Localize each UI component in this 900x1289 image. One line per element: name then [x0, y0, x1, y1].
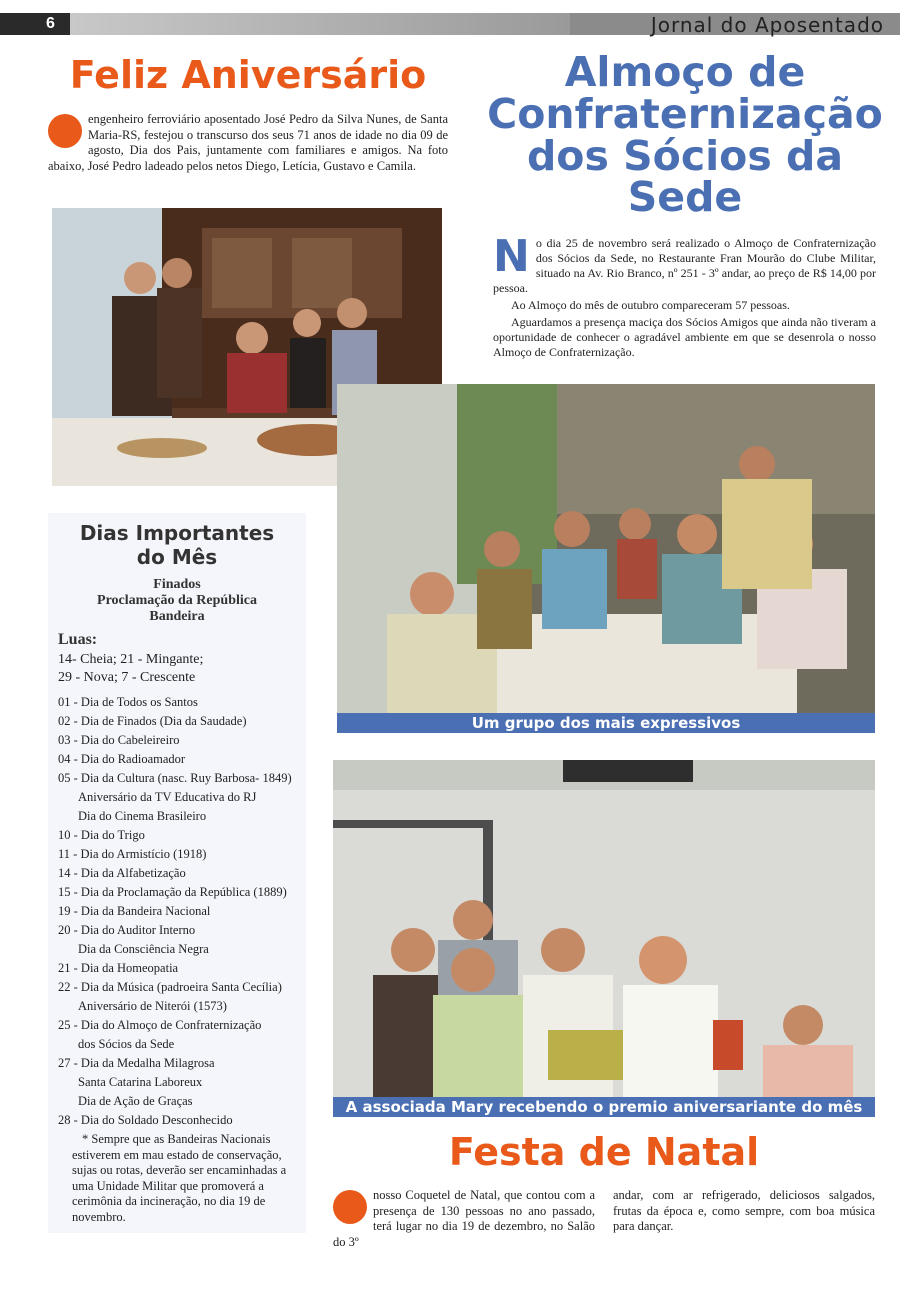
- dia-item: 27 - Dia da Medalha Milagrosa: [58, 1056, 215, 1070]
- dias-importantes-box: [48, 513, 306, 1233]
- dias-importantes-title: Dias Importantes do Mês: [79, 521, 275, 569]
- finados-heading: Finados Proclamação da República Bandeira: [97, 577, 257, 624]
- journal-title: Jornal do Aposentado: [650, 13, 884, 37]
- aniversario-title: Feliz Aniversário: [69, 53, 427, 97]
- dia-item: 20 - Dia do Auditor Interno: [58, 923, 196, 937]
- dia-item: 22 - Dia da Música (padroeira Santa Cecília): [58, 980, 282, 994]
- dia-item: 01 - Dia de Todos os Santos: [58, 695, 198, 709]
- page-number: 6: [0, 13, 70, 35]
- almoco-title: Almoço de Confraternização dos Sócios da Sede: [487, 48, 883, 222]
- dia-item: 05 - Dia da Cultura (nasc. Ruy Barbosa- 1849): [58, 771, 292, 785]
- drop-cap-n: N: [493, 231, 530, 282]
- dia-item: 10 - Dia do Trigo: [58, 828, 145, 842]
- dia-item-continued: Santa Catarina Laboreux: [78, 1075, 203, 1089]
- group-photo-caption: Um grupo dos mais expressivos: [337, 713, 875, 733]
- page-header: [0, 13, 900, 35]
- dias-list: [58, 693, 306, 1130]
- dia-item-continued: Aniversário da TV Educativa do RJ: [78, 790, 257, 804]
- drop-cap-o: [333, 1190, 367, 1224]
- dia-item: 19 - Dia da Bandeira Nacional: [58, 904, 211, 918]
- drop-cap-o: [48, 114, 82, 148]
- aniversario-text: engenheiro ferroviário aposentado José Pedro da Silva Nunes, de Santa Maria-RS, festejou o transcurso dos seus 71 anos de idade no dia 09 de agosto, Dia dos Pais, juntamente com familiares e amigos. Na foto abaixo, José Pedro ladeado pelos netos Diego, Letícia, Gustavo e Camila.: [48, 112, 448, 173]
- dia-item: 04 - Dia do Radioamador: [58, 752, 186, 766]
- natal-title: Festa de Natal: [448, 1130, 760, 1174]
- dia-item-continued: Dia do Cinema Brasileiro: [78, 809, 207, 823]
- natal-col1: nosso Coquetel de Natal, que contou com a presença de 130 pessoas no ano passado, terá lugar no dia 19 de dezembro, no Salão do 3º: [333, 1188, 595, 1249]
- dia-item: 02 - Dia de Finados (Dia da Saudade): [58, 714, 247, 728]
- dia-item: 15 - Dia da Proclamação da República (1889): [58, 885, 287, 899]
- award-photo-caption: A associada Mary recebendo o premio aniversariante do mês: [333, 1097, 875, 1117]
- natal-col2: andar, com ar refrigerado, deliciosos salgados, frutas da época e, como sempre, com boa música para dançar.: [613, 1188, 875, 1233]
- group-photo: [337, 384, 875, 714]
- dia-item-continued: Dia de Ação de Graças: [78, 1094, 193, 1108]
- dia-item: 21 - Dia da Homeopatia: [58, 961, 179, 975]
- bandeira-note: * Sempre que as Bandeiras Nacionais estiverem em mau estado de conservação, sujas ou rotas, deverão ser encaminhadas a uma Unidade Militar que promoverá a cerimônia da incineração, no dia 19 de novembro.: [72, 1132, 287, 1224]
- award-photo: [333, 760, 875, 1098]
- dia-item: 28 - Dia do Soldado Desconhecido: [58, 1113, 233, 1127]
- dia-item: 14 - Dia da Alfabetização: [58, 866, 186, 880]
- almoco-text: No dia 25 de novembro será realizado o Almoço de Confraternização dos Sócios da Sede, no Restaurante Fran Mourão do Clube Militar, situado na Av. Rio Branco, nº 251 - 3º andar, ao preço de R$ 14,00 por pessoa. Ao Almoço do mês de outubro compareceram 57 pessoas. Aguardamos a presença maciça dos Sócios Amigos que ainda não tiveram a oportunidade de conhecer o agradável ambiente em que se desenrola o nosso Almoço de Confraternização.: [493, 231, 876, 359]
- dia-item: 11 - Dia do Armistício (1918): [58, 847, 207, 861]
- dia-item-continued: Aniversário de Niterói (1573): [78, 999, 227, 1013]
- luas-label: Luas:: [58, 631, 98, 648]
- dia-item-continued: dos Sócios da Sede: [78, 1037, 175, 1051]
- dia-item: 03 - Dia do Cabeleireiro: [58, 733, 180, 747]
- luas-line: 29 - Nova; 7 - Crescente: [58, 670, 196, 685]
- luas-line: 14- Cheia; 21 - Mingante;: [58, 652, 204, 667]
- dia-item: 25 - Dia do Almoço de Confraternização: [58, 1018, 262, 1032]
- dia-item-continued: Dia da Consciência Negra: [78, 942, 209, 956]
